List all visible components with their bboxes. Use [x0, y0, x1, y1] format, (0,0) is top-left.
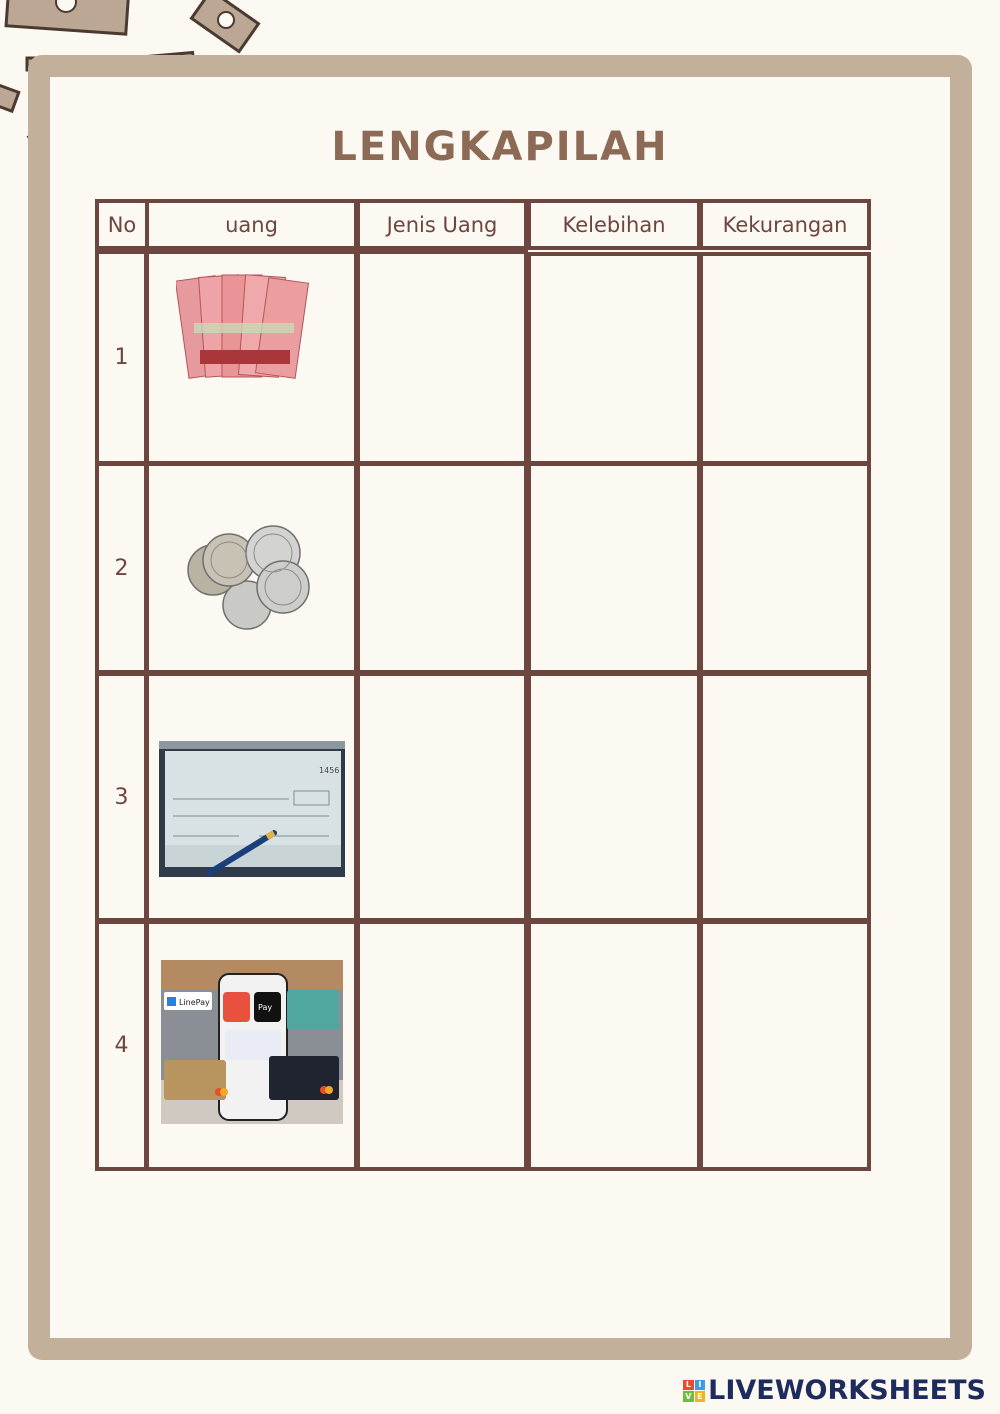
row-1-jenis-uang-field[interactable]: [356, 250, 528, 465]
svg-text:Pay: Pay: [258, 1003, 273, 1012]
header-jenis-uang: Jenis Uang: [356, 199, 528, 250]
cheque-image: [159, 741, 345, 877]
row-1-kelebihan-field[interactable]: [527, 252, 701, 465]
header-kelebihan: Kelebihan: [527, 199, 701, 250]
coins-image: [185, 525, 310, 630]
row-4-kelebihan-field[interactable]: [527, 920, 701, 1171]
row-4-kekurangan-field[interactable]: [699, 920, 871, 1171]
row-3-jenis-uang-field[interactable]: [356, 672, 528, 922]
row-2-kelebihan-field[interactable]: [527, 462, 701, 674]
header-no: No: [95, 199, 149, 250]
digital-payment-image: [161, 960, 343, 1124]
header-kekurangan: Kekurangan: [699, 199, 871, 250]
row-4-jenis-uang-field[interactable]: [356, 920, 528, 1171]
page-title: LENGKAPILAH: [331, 124, 669, 170]
header-uang: uang: [145, 199, 358, 250]
row-3-kekurangan-field[interactable]: [699, 672, 871, 922]
row-2-jenis-uang-field[interactable]: [356, 462, 528, 674]
svg-text:LinePay: LinePay: [179, 998, 210, 1007]
brand-logo: [683, 1375, 986, 1406]
row-3-kelebihan-field[interactable]: [527, 672, 701, 922]
row-2-kekurangan-field[interactable]: [699, 462, 871, 674]
svg-text:1456: 1456: [319, 766, 340, 775]
row-4-number: 4: [95, 920, 148, 1171]
row-2-number: 2: [95, 462, 148, 674]
row-1-number: 1: [95, 250, 148, 465]
liveworksheets-icon: L I V E: [683, 1380, 705, 1402]
brand-name: LIVEWORKSHEETS: [708, 1375, 986, 1406]
row-3-number: 3: [95, 672, 148, 922]
row-1-kekurangan-field[interactable]: [699, 252, 871, 465]
banknotes-image: [176, 268, 311, 383]
